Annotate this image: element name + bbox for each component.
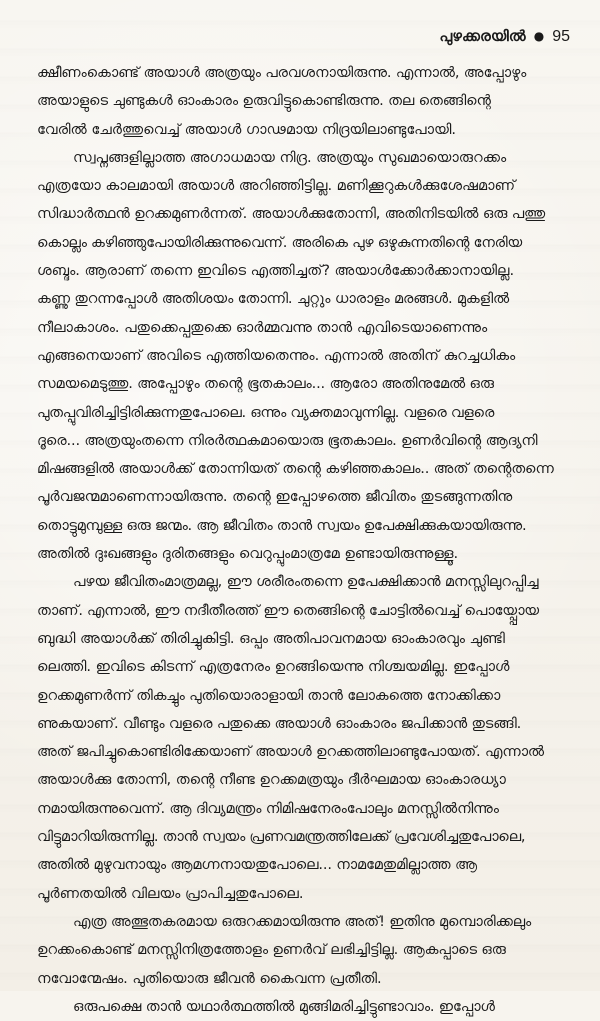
text-line: ഉറക്കമുണർന്ന് തികച്ചും പുതിയൊരാളായി താൻ ലോകത്തെ നോക്കിക്കാ	[37, 686, 501, 704]
text-line: അത് ജപിച്ചുകൊണ്ടിരിക്കേയാണ് അയാൾ ഉറക്കത്തിലാണ്ടുപോയത്. എന്നാൽ	[37, 743, 545, 761]
page-number: 95	[552, 28, 570, 45]
text-line: വിട്ടുമാറിയിരുന്നില്ല. താൻ സ്വയം പ്രണവമന്ത്രത്തിലേക്ക് പ്രവേശിച്ചതുപോലെ,	[37, 828, 526, 846]
text-line: പഴയ ജീവിതംമാത്രമല്ല, ഈ ശരീരംതന്നെ ഉപേക്ഷിക്കാൻ മനസ്സിലുറപ്പിച്ച	[73, 573, 539, 591]
header-bullet: ●	[533, 29, 545, 43]
paragraph-4	[37, 908, 570, 993]
text-line: പുതപ്പുവിരിച്ചിട്ടിരിക്കുന്നതുപോലെ. ഒന്നും വ്യക്തമാവുന്നില്ല. വളരെ വളരെ	[37, 403, 495, 421]
text-line: ഒരുപക്ഷെ താൻ യഥാർത്ഥത്തിൽ മുങ്ങിമരിച്ചിട്ടുണ്ടാവാം. ഇപ്പോൾ	[73, 997, 495, 1015]
paragraph-1	[37, 59, 570, 144]
text-line: സമയമെടുത്തു. അപ്പോഴും തന്റെ ഭൂതകാലം... ആരോ അതിനുമേൽ ഒരു	[37, 375, 494, 393]
text-line: വേരിൽ ചേർത്തുവെച്ച് അയാൾ ഗാഢമായ നിദ്രയിലാണ്ടുപോയി.	[37, 120, 457, 138]
text-line: നീലാകാശം. പതുക്കെപ്പതുക്കെ ഓർമ്മവന്നു താൻ എവിടെയാണെന്നും	[37, 318, 488, 336]
text-line: അയാളുടെ ചുണ്ടുകൾ ഓംകാരം ഉരുവിട്ടുകൊണ്ടിരുന്നു. തല തെങ്ങിന്റെ	[37, 92, 491, 110]
paragraph-5	[37, 993, 570, 1021]
body-text	[37, 59, 570, 1021]
text-line: അയാൾക്കു തോന്നി, തന്റെ നീണ്ട ഉറക്കമത്രയും ദീർഘമായ ഓംകാരധ്യാ	[37, 771, 506, 789]
text-line: തൊട്ടുമുമ്പുള്ള ഒരു ജന്മം. ആ ജീവിതം താൻ സ്വയം ഉപേക്ഷിക്കുകയായിരുന്നു.	[37, 516, 527, 534]
text-line: ക്ഷീണംകൊണ്ട് അയാൾ അത്രയും പരവശനായിരുന്നു. എന്നാൽ, അപ്പോഴും	[37, 64, 527, 81]
text-line: പൂർണതയിൽ വിലയം പ്രാപിച്ചതുപോലെ.	[37, 884, 304, 902]
text-line: എത്രയോ കാലമായി അയാൾ അറിഞ്ഞിട്ടില്ല. മണിക്കൂറുകൾക്കുശേഷമാണ്	[37, 177, 516, 195]
text-line: ശബ്ദം. ആരാണ് തന്നെ ഇവിടെ എത്തിച്ചത്? അയാൾക്കോർക്കാനായില്ല.	[37, 262, 515, 280]
text-line: കൊല്ലം കഴിഞ്ഞുപോയിരിക്കുന്നുവെന്ന്. അരികെ പുഴ ഒഴുകുന്നതിന്റെ നേരിയ	[37, 233, 522, 251]
chapter-title: പുഴക്കരയിൽ	[439, 27, 526, 45]
text-line: ഉറക്കംകൊണ്ട് മനസ്സിനിത്രത്തോളം ഉണർവ് ലഭിച്ചിട്ടില്ല. ആകപ്പാടെ ഒരു	[37, 941, 506, 959]
text-line: മിഷങ്ങളിൽ അയാൾക്ക് തോന്നിയത് തന്റെ കഴിഞ്ഞകാലം.. അത് തന്റെതന്നെ	[37, 460, 554, 478]
text-line: എത്ര അത്ഭുതകരമായ ഒരുറക്കമായിരുന്നു അത്! ഇതിനു മുമ്പൊരിക്കലും	[73, 912, 532, 930]
text-line: നവോന്മേഷം. പുതിയൊരു ജീവൻ കൈവന്ന പ്രതീതി.	[37, 969, 382, 987]
text-line: ലെത്തി. ഇവിടെ കിടന്ന് എത്രനേരം ഉറങ്ങിയെന്നു നിശ്ചയമില്ല. ഇപ്പോൾ	[37, 658, 510, 676]
text-line: പൂർവജന്മമാണെന്നായിരുന്നു. തന്റെ ഇപ്പോഴത്തെ ജീവിതം തുടങ്ങുന്നതിനു	[37, 488, 513, 506]
paragraph-2	[37, 144, 570, 568]
text-line: അതിൽ മുഴുവനായും ആമഗ്നനായതുപോലെ... നാമമേതുമില്ലാത്ത ആ	[37, 856, 478, 874]
text-line: കണ്ണു തുറന്നപ്പോൾ അതിശയം തോന്നി. ചുറ്റും ധാരാളം മരങ്ങൾ. മുകളിൽ	[37, 290, 510, 308]
text-line: ണുകയാണ്. വീണ്ടും വളരെ പതുക്കെ അയാൾ ഓംകാരം ജപിക്കാൻ തുടങ്ങി.	[37, 714, 522, 732]
text-line: താണ്. എന്നാൽ, ഈ നദീതീരത്ത് ഈ തെങ്ങിന്റെ ചോട്ടിൽവെച്ച് പൊയ്പ്പോയ	[37, 601, 539, 619]
text-line: നമായിരുന്നുവെന്ന്. ആ ദിവ്യമന്ത്രം നിമിഷനേരംപോലും മനസ്സിൽനിന്നും	[37, 799, 499, 817]
paragraph-3	[37, 568, 570, 908]
running-head	[37, 26, 570, 47]
text-line: എങ്ങനെയാണ് അവിടെ എത്തിയതെന്നും. എന്നാൽ അതിന് കുറച്ചധികം	[37, 346, 516, 364]
text-line: അതിൽ ദുഃഖങ്ങളും ദുരിതങ്ങളും വെറുപ്പുംമാത്രമേ ഉണ്ടായിരുന്നുള്ളൂ.	[37, 545, 459, 563]
text-line: ബുദ്ധി അയാൾക്ക് തിരിച്ചുകിട്ടി. ഒപ്പം അതിപാവനമായ ഓംകാരവും ചുണ്ടി	[37, 629, 505, 647]
text-line: സിദ്ധാർത്ഥൻ ഉറക്കമുണർന്നത്. അയാൾക്കുതോന്നി, അതിനിടയിൽ ഒരു പത്തു	[37, 205, 546, 223]
text-line: ദൂരെ... അത്രയുംതന്നെ നിരർത്ഥകമായൊരു ഭൂതകാലം. ഉണർവിന്റെ ആദ്യനി	[37, 431, 538, 449]
text-line: സ്വപ്നങ്ങളില്ലാത്ത അഗാധമായ നിദ്ര. അത്രയും സുഖമായൊരുറക്കം	[73, 148, 507, 166]
